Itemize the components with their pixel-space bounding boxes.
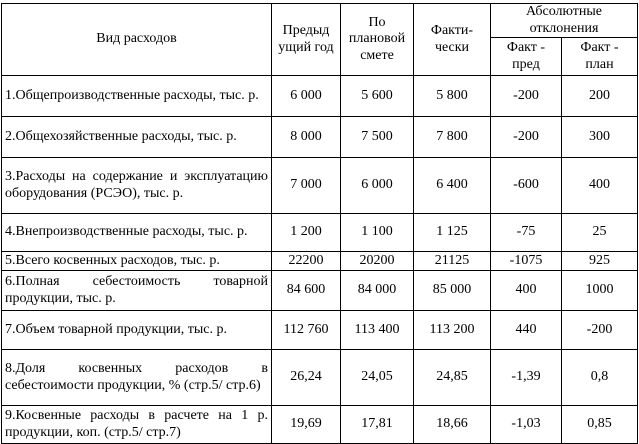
table-row bbox=[2, 76, 638, 117]
header-plan: По плановой смете bbox=[341, 4, 414, 76]
cell-plan: 20200 bbox=[341, 252, 414, 271]
cell-fact-prev: -1,39 bbox=[491, 350, 562, 406]
cell-fact-plan: 0,85 bbox=[562, 406, 638, 444]
cell-prev-year: 22200 bbox=[272, 252, 341, 271]
cell-fact-prev: -200 bbox=[491, 76, 562, 117]
cell-prev-year: 84 600 bbox=[272, 271, 341, 311]
cell-prev-year: 26,24 bbox=[272, 350, 341, 406]
cell-fact-plan: -200 bbox=[562, 311, 638, 350]
header-abs-deviations: Абсолютные отклонения bbox=[491, 4, 638, 38]
header-expense-type: Вид расходов bbox=[2, 4, 272, 76]
cell-fact-plan: 0,8 bbox=[562, 350, 638, 406]
row-name: 7.Объем товарной продукции, тыс. р. bbox=[2, 311, 272, 350]
cell-fact: 1 125 bbox=[414, 214, 491, 252]
row-name: 8.Доля косвенных расходов в себестоимости продукции, % (стр.5/ стр.6) bbox=[2, 350, 272, 406]
cell-fact-prev: -600 bbox=[491, 158, 562, 214]
cell-fact-plan: 925 bbox=[562, 252, 638, 271]
expenses-table bbox=[1, 3, 638, 444]
cell-plan: 5 600 bbox=[341, 76, 414, 117]
header-fact-plan: Факт - план bbox=[562, 38, 638, 76]
cell-fact: 113 200 bbox=[414, 311, 491, 350]
row-name: 3.Расходы на содержание и эксплуатацию оборудования (РСЭО), тыс. р. bbox=[2, 158, 272, 214]
cell-fact-prev: 440 bbox=[491, 311, 562, 350]
cell-fact-prev: -75 bbox=[491, 214, 562, 252]
cell-prev-year: 8 000 bbox=[272, 117, 341, 158]
row-name: 5.Всего косвенных расходов, тыс. р. bbox=[2, 252, 272, 271]
cell-plan: 113 400 bbox=[341, 311, 414, 350]
cell-fact: 24,85 bbox=[414, 350, 491, 406]
header-fact: Факти- чески bbox=[414, 4, 491, 76]
cell-fact: 21125 bbox=[414, 252, 491, 271]
table-row bbox=[2, 158, 638, 214]
cell-fact-plan: 1000 bbox=[562, 271, 638, 311]
cell-fact-plan: 200 bbox=[562, 76, 638, 117]
cell-plan: 17,81 bbox=[341, 406, 414, 444]
table-row bbox=[2, 117, 638, 158]
cell-plan: 1 100 bbox=[341, 214, 414, 252]
header-prev-year: Предыд ущий год bbox=[272, 4, 341, 76]
table-body bbox=[2, 76, 638, 444]
cell-fact-prev: -200 bbox=[491, 117, 562, 158]
table-row bbox=[2, 350, 638, 406]
cell-fact: 18,66 bbox=[414, 406, 491, 444]
row-name: 4.Внепроизводственные расходы, тыс. р. bbox=[2, 214, 272, 252]
row-name: 6.Полная себестоимость товарной продукции, тыс. р. bbox=[2, 271, 272, 311]
cell-prev-year: 6 000 bbox=[272, 76, 341, 117]
cell-fact: 7 800 bbox=[414, 117, 491, 158]
cell-prev-year: 112 760 bbox=[272, 311, 341, 350]
cell-fact-plan: 300 bbox=[562, 117, 638, 158]
table-row bbox=[2, 214, 638, 252]
cell-plan: 24,05 bbox=[341, 350, 414, 406]
header-fact-prev: Факт - пред bbox=[491, 38, 562, 76]
cell-fact: 6 400 bbox=[414, 158, 491, 214]
header-row bbox=[2, 4, 638, 38]
row-name: 9.Косвенные расходы в расчете на 1 р. продукции, коп. (стр.5/ стр.7) bbox=[2, 406, 272, 444]
cell-prev-year: 19,69 bbox=[272, 406, 341, 444]
cell-fact-prev: 400 bbox=[491, 271, 562, 311]
table-row bbox=[2, 271, 638, 311]
cell-plan: 6 000 bbox=[341, 158, 414, 214]
cell-fact: 5 800 bbox=[414, 76, 491, 117]
row-name: 2.Общехозяйственные расходы, тыс. р. bbox=[2, 117, 272, 158]
table-row bbox=[2, 311, 638, 350]
cell-fact-plan: 25 bbox=[562, 214, 638, 252]
cell-fact-prev: -1,03 bbox=[491, 406, 562, 444]
cell-prev-year: 7 000 bbox=[272, 158, 341, 214]
cell-prev-year: 1 200 bbox=[272, 214, 341, 252]
row-name: 1.Общепроизводственные расходы, тыс. р. bbox=[2, 76, 272, 117]
cell-fact-plan: 400 bbox=[562, 158, 638, 214]
cell-plan: 84 000 bbox=[341, 271, 414, 311]
cell-fact-prev: -1075 bbox=[491, 252, 562, 271]
table-row bbox=[2, 252, 638, 271]
cell-plan: 7 500 bbox=[341, 117, 414, 158]
cell-fact: 85 000 bbox=[414, 271, 491, 311]
table-row bbox=[2, 406, 638, 444]
